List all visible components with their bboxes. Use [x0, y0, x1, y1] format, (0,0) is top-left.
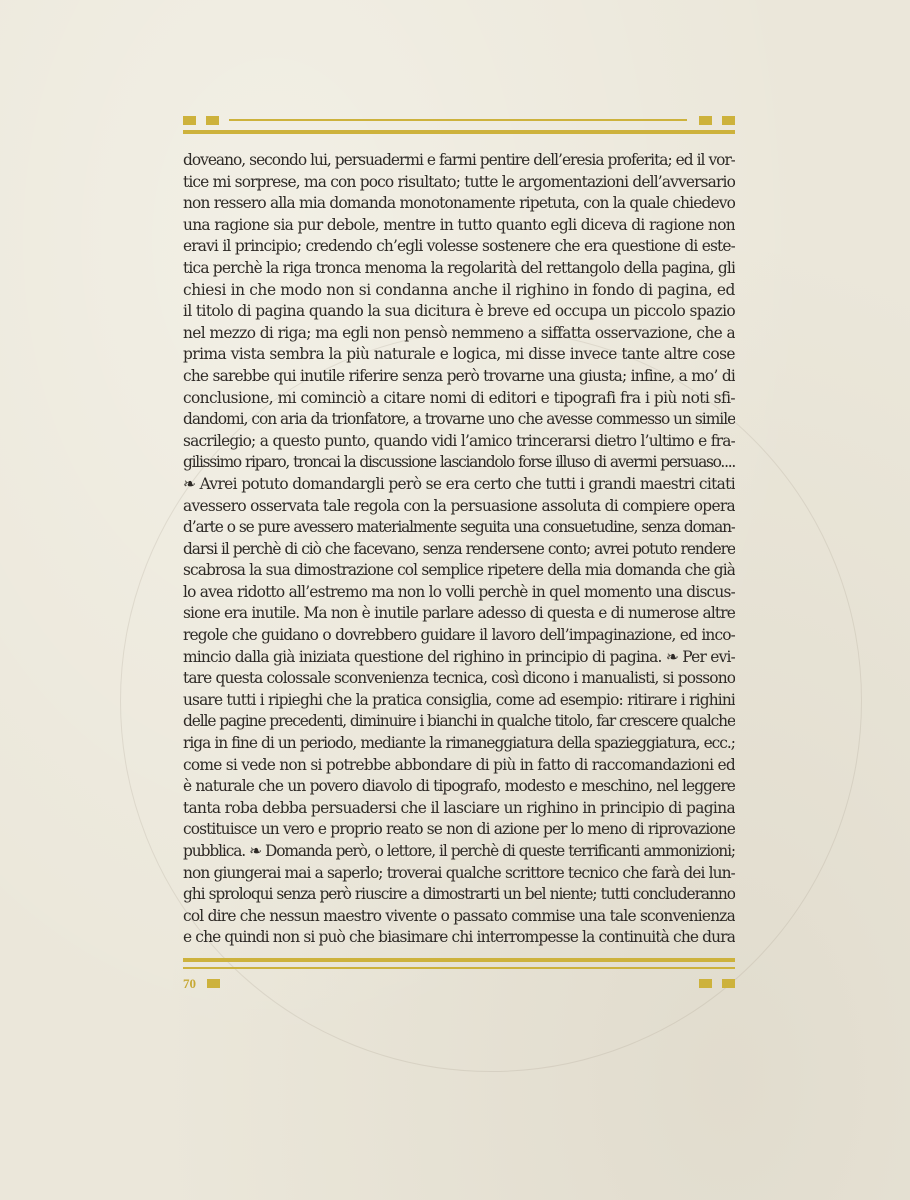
text-line: costituisce un vero e proprio reato se non di azione per lo meno di riprovazione — [183, 820, 735, 839]
text-line: nel mezzo di riga; ma egli non pensò nemmeno a siffatta osservazione, che a — [183, 323, 735, 342]
text-line: regole che guidano o dovrebbero guidare il lavoro dell’impaginazione, ed inco- — [183, 626, 735, 645]
text-line: conclusione, mi cominciò a citare nomi di editori e tipografi fra i più noti sfi- — [183, 388, 735, 407]
text-line: d’arte o se pure avessero materialmente seguita una consuetudine, senza doman- — [183, 518, 735, 537]
text-line: mincio dalla già iniziata questione del righino in principio di pagina. ❧ Per evi- — [183, 647, 735, 666]
text-line: il titolo di pagina quando la sua dicitura è breve ed occupa un piccolo spazio — [183, 302, 735, 321]
ornament-square — [699, 979, 712, 988]
text-line: sione era inutile. Ma non è inutile parlare adesso di questa e di numerose altre — [183, 604, 735, 623]
ornament-square — [722, 116, 735, 125]
ornament-square — [206, 116, 219, 125]
text-line: delle pagine precedenti, diminuire i bianchi in qualche titolo, far crescere qualche — [183, 712, 735, 731]
text-line: tanta roba debba persuadersi che il lasciare un righino in principio di pagina — [183, 798, 735, 817]
text-line: e che quindi non si può che biasimare chi interrompesse la continuità che dura — [183, 928, 735, 947]
ornament-square — [183, 116, 196, 125]
thin-rule — [229, 119, 687, 121]
ornament-square — [699, 116, 712, 125]
thick-rule — [183, 130, 735, 134]
top-ornament-rule — [183, 116, 735, 136]
text-line: chiesi in che modo non si condanna anche il righino in fondo di pagina, ed — [183, 280, 735, 299]
text-line: eravi il principio; credendo ch’egli volesse sostenere che era questione di este- — [183, 237, 735, 256]
text-line: non giungerai mai a saperlo; troverai qualche scrittore tecnico che farà dei lun- — [183, 863, 735, 882]
text-line: tare questa colossale sconvenienza tecnica, così dicono i manualisti, si possono — [183, 669, 735, 688]
bottom-ornament-rule — [183, 958, 735, 974]
text-line: riga in fine di un periodo, mediante la rimaneggiatura della spazieggiatura, ecc.; — [183, 734, 735, 753]
text-line: ❧ Avrei potuto domandargli però se era certo che tutti i grandi maestri citati — [183, 474, 735, 493]
text-line: non ressero alla mia domanda monotonamente ripetuta, con la quale chiedevo — [183, 194, 735, 213]
text-line: ghi sproloqui senza però riuscire a dimostrarti un bel niente; tutti concluderanno — [183, 885, 735, 904]
text-line: che sarebbe qui inutile riferire senza però trovarne una giusta; infine, a mo’ di — [183, 366, 735, 385]
text-line: gilissimo riparo, troncai la discussione lasciandolo forse illuso di avermi persuaso.... — [183, 453, 735, 472]
text-line: usare tutti i ripieghi che la pratica consiglia, come ad esempio: ritirare i righini — [183, 690, 735, 709]
text-line: è naturale che un povero diavolo di tipografo, modesto e meschino, nel leggere — [183, 777, 735, 796]
text-line: dandomi, con aria da trionfatore, a trovarne uno che avesse commesso un simile — [183, 410, 735, 429]
thin-rule — [183, 967, 735, 969]
thick-rule — [183, 958, 735, 962]
body-text — [183, 150, 735, 949]
text-line: tice mi sorprese, ma con poco risultato; tutte le argomentazioni dell’avversario — [183, 172, 735, 191]
text-line: tica perchè la riga tronca menoma la regolarità del rettangolo della pagina, gli — [183, 258, 735, 277]
text-line: prima vista sembra la più naturale e logica, mi disse invece tante altre cose — [183, 345, 735, 364]
ornament-square — [207, 979, 220, 988]
text-line: darsi il perchè di ciò che facevano, senza rendersene conto; avrei potuto rendere — [183, 539, 735, 558]
text-line: pubblica. ❧ Domanda però, o lettore, il perchè di queste terrificanti ammonizioni; — [183, 842, 735, 860]
text-line: lo avea ridotto all’estremo ma non lo volli perchè in quel momento una discus- — [183, 582, 735, 601]
text-line: avessero osservata tale regola con la persuasione assoluta di compiere opera — [183, 496, 735, 515]
text-line: come si vede non si potrebbe abbondare di più in fatto di raccomandazioni ed — [183, 755, 735, 774]
page-footer — [183, 976, 735, 994]
text-line: una ragione sia pur debole, mentre in tutto quanto egli diceva di ragione non — [183, 215, 735, 234]
text-line: sacrilegio; a questo punto, quando vidi l’amico trincerarsi dietro l’ultimo e fra- — [183, 431, 735, 450]
text-line: scabrosa la sua dimostrazione col semplice ripetere della mia domanda che già — [183, 561, 735, 580]
text-line: doveano, secondo lui, persuadermi e farmi pentire dell’eresia proferita; ed il vor- — [183, 151, 735, 169]
text-line: col dire che nessun maestro vivente o passato commise una tale sconvenienza — [183, 906, 735, 925]
page-number: 70 — [183, 976, 196, 991]
ornament-square — [722, 979, 735, 988]
